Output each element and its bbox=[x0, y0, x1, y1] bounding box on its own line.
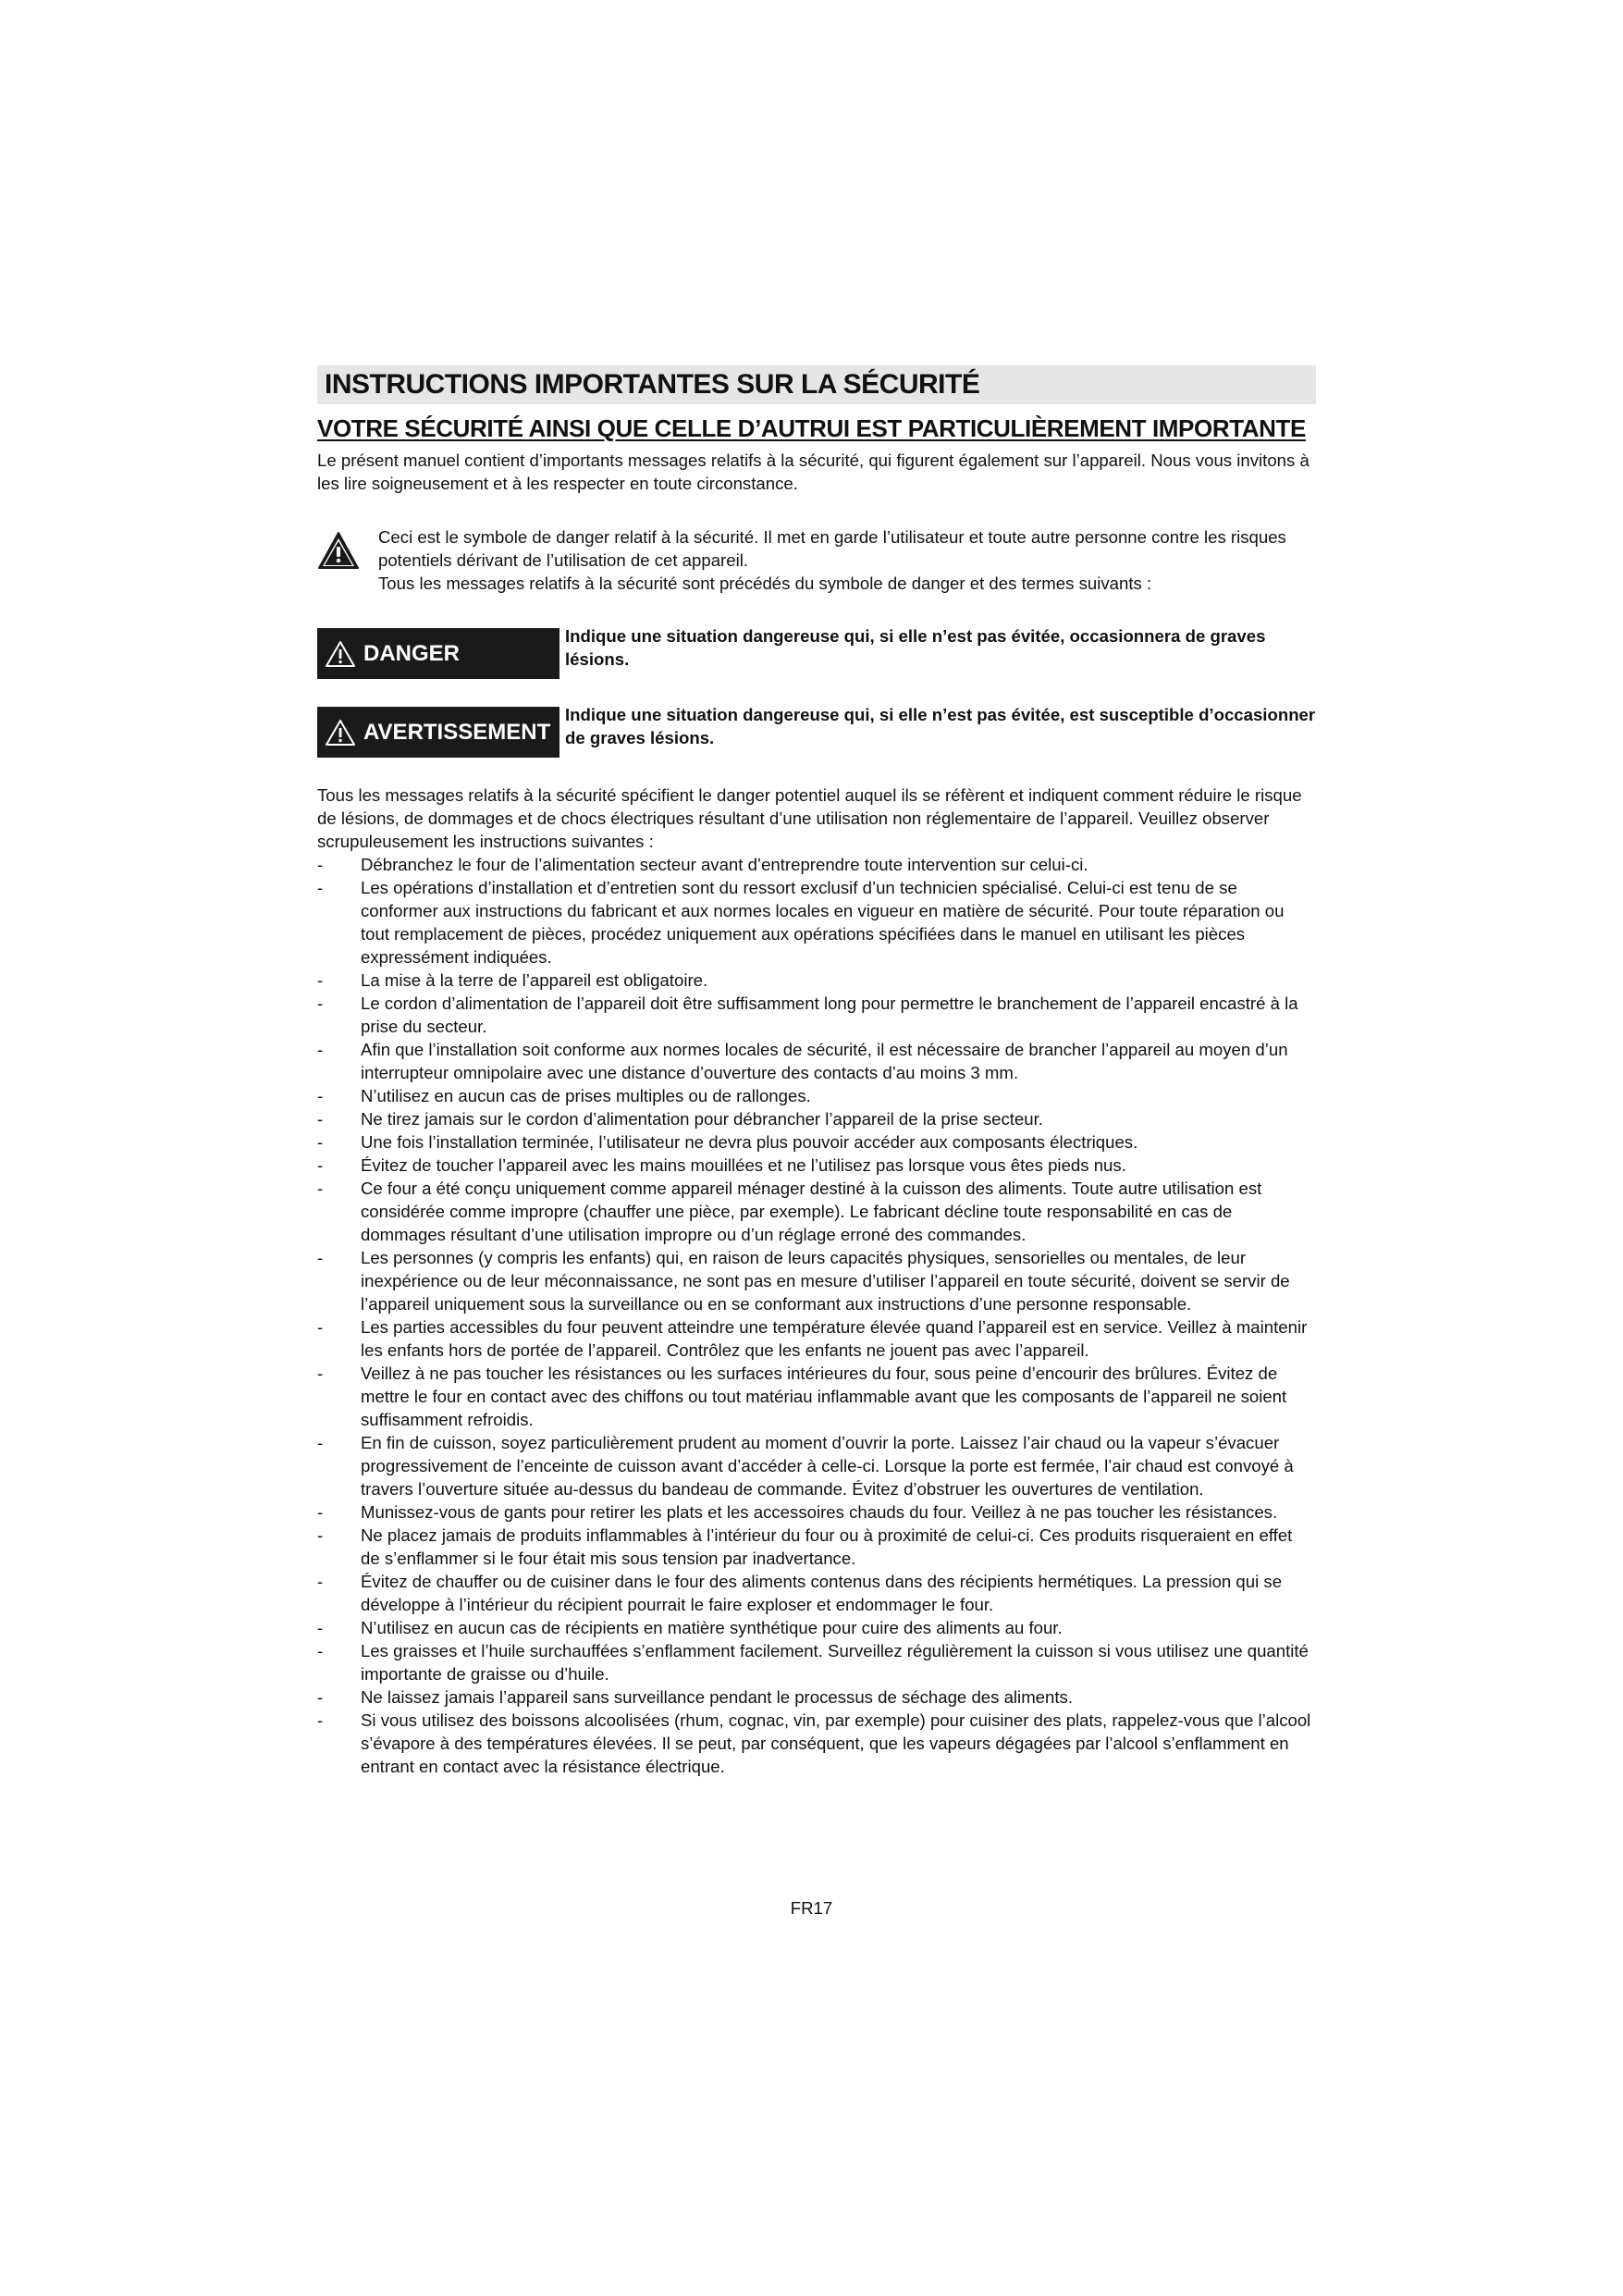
list-item: - Une fois l’installation terminée, l’utilisateur ne devra plus pouvoir accéder aux composants électriques. bbox=[317, 1132, 1138, 1152]
list-item: - Débranchez le four de l’alimentation secteur avant d’entreprendre toute intervention sur celui-ci. bbox=[317, 855, 1088, 874]
warning-badge bbox=[317, 707, 559, 758]
list-item: - Les personnes (y compris les enfants) qui, en raison de leurs capacités physiques, sensorielles ou mentales, de leur inexpérience ou de leur méconnaissance, ne sont pas en mesure d’utiliser l’appareil en toute sécurité, doivent se servir de l’appareil uniquement sous la surveillance ou en se conformant aux instructions d’une personne responsable. bbox=[317, 1248, 1290, 1314]
warning-outline-icon bbox=[325, 640, 356, 668]
list-item: - Le cordon d’alimentation de l’appareil doit être suffisamment long pour permettre le branchement de l’appareil encastré à la prise du secteur. bbox=[317, 994, 1298, 1036]
signal-danger bbox=[317, 628, 1316, 679]
list-item: - Évitez de chauffer ou de cuisiner dans le four des aliments contenus dans des récipients hermétiques. La pression qui se développe à l’intérieur du récipient pourrait le faire exploser et endommager le four. bbox=[317, 1572, 1283, 1614]
list-item: - Les opérations d’installation et d’entretien sont du ressort exclusif d’un technicien spécialisé. Celui-ci est tenu de se conformer aux instructions du fabricant et aux normes locales en vigueur en matière de sécurité. Pour toute réparation ou tout remplacement de pièces, procédez uniquement aux opérations spécifiées dans le manuel en utilisant les pièces expressément indiquées. bbox=[317, 878, 1285, 967]
list-item: - Évitez de toucher l’appareil avec les mains mouillées et ne l’utilisez pas lorsque vous êtes pieds nus. bbox=[317, 1155, 1126, 1175]
signal-warning bbox=[317, 707, 1316, 758]
list-item: - Veillez à ne pas toucher les résistances ou les surfaces intérieures du four, sous peine d’encourir des brûlures. Évitez de mettre le four en contact avec des chiffons ou tout matériau inflammable avant que les composants de l’appareil ne soient suffisamment refroidis. bbox=[317, 1364, 1287, 1429]
list-item: - Si vous utilisez des boissons alcoolisées (rhum, cognac, vin, par exemple) pour cuisiner des plats, rappelez-vous que l’alcool s’évapore à des températures élevées. Il se peut, par conséquent, que les vapeurs dégagées par l’alcool s’enflamment en entrant en contact avec la résistance électrique. bbox=[317, 1710, 1311, 1776]
warning-description: Indique une situation dangereuse qui, si elle n’est pas évitée, est susceptible d’occasionner de graves lésions. bbox=[565, 705, 1316, 747]
page-number: FR17 bbox=[790, 1898, 833, 1918]
instructions-intro: Tous les messages relatifs à la sécurité spécifient le danger potentiel auquel ils se réfèrent et indiquent comment réduire le risque de lésions, de dommages et de chocs électriques résultant d’une utilisation non réglementaire de l’appareil. Veuillez observer scrupuleusement les instructions suivantes : bbox=[317, 785, 1302, 851]
list-item: - Ne tirez jamais sur le cordon d’alimentation pour débrancher l’appareil de la prise secteur. bbox=[317, 1109, 1043, 1129]
list-item: - Les parties accessibles du four peuvent atteindre une température élevée quand l’appareil est en service. Veillez à maintenir les enfants hors de portée de l’appareil. Contrôlez que les enfants ne jouent pas avec l’appareil. bbox=[317, 1317, 1308, 1360]
intro-paragraph: Le présent manuel contient d’importants messages relatifs à la sécurité, qui figurent également sur l’appareil. Nous vous invitons à les lire soigneusement et à les respecter en toute circonstance. bbox=[317, 451, 1309, 493]
list-item: - La mise à la terre de l’appareil est obligatoire. bbox=[317, 970, 708, 990]
warning-triangle-icon bbox=[317, 525, 378, 595]
list-item: - Munissez-vous de gants pour retirer les plats et les accessoires chauds du four. Veillez à ne pas toucher les résistances. bbox=[317, 1502, 1278, 1522]
safety-page bbox=[317, 365, 1316, 1778]
list-item: - Ne laissez jamais l’appareil sans surveillance pendant le processus de séchage des aliments. bbox=[317, 1687, 1073, 1707]
danger-description: Indique une situation dangereuse qui, si elle n’est pas évitée, occasionnera de graves lésions. bbox=[565, 626, 1266, 669]
warning-outline-icon bbox=[325, 719, 356, 747]
list-item: - Ne placez jamais de produits inflammables à l’intérieur du four ou à proximité de celui-ci. Ces produits risqueraient en effet de s’enflammer si le four était mis sous tension par inadvertance. bbox=[317, 1525, 1293, 1568]
page-title: INSTRUCTIONS IMPORTANTES SUR LA SÉCURITÉ bbox=[317, 365, 1316, 404]
list-item: - N’utilisez en aucun cas de récipients en matière synthétique pour cuire des aliments au four. bbox=[317, 1618, 1063, 1637]
list-item: - Ce four a été conçu uniquement comme appareil ménager destiné à la cuisson des aliments. Toute autre utilisation est considérée comme impropre (chauffer une pièce, par exemple). Le fabricant décline toute responsabilité en cas de dommages résultant d’une utilisation impropre ou d’un réglage erroné des commandes. bbox=[317, 1179, 1262, 1244]
symbol-terms-intro: Tous les messages relatifs à la sécurité sont précédés du symbole de danger et des termes suivants : bbox=[378, 574, 1152, 593]
symbol-description: Ceci est le symbole de danger relatif à la sécurité. Il met en garde l’utilisateur et toute autre personne contre les risques potentiels dérivant de l’utilisation de cet appareil. bbox=[378, 527, 1286, 570]
list-item: - N’utilisez en aucun cas de prises multiples ou de rallonges. bbox=[317, 1086, 811, 1105]
list-item: - En fin de cuisson, soyez particulièrement prudent au moment d’ouvrir la porte. Laissez l’air chaud ou la vapeur s’évacuer progressivement de l’enceinte de cuisson avant d’accéder à celle-ci. Lorsque la porte est fermée, l’air chaud est convoyé à travers l’ouverture située au-dessus du bandeau de commande. Évitez d’obstruer les ouvertures de ventilation. bbox=[317, 1433, 1294, 1499]
section-subtitle: VOTRE SÉCURITÉ AINSI QUE CELLE D’AUTRUI EST PARTICULIÈREMENT IMPORTANTE bbox=[317, 414, 1306, 442]
warning-label: AVERTISSEMENT bbox=[363, 719, 551, 745]
danger-badge bbox=[317, 628, 559, 679]
danger-symbol-explanation bbox=[317, 525, 1316, 595]
list-item: - Afin que l’installation soit conforme aux normes locales de sécurité, il est nécessaire de brancher l’appareil au moyen d’un interrupteur omnipolaire avec une distance d’ouverture des contacts d’au moins 3 mm. bbox=[317, 1040, 1288, 1082]
list-item: - Les graisses et l’huile surchauffées s’enflamment facilement. Surveillez régulièrement la cuisson si vous utilisez une quantité importante de graisse ou d’huile. bbox=[317, 1641, 1309, 1684]
danger-label: DANGER bbox=[363, 640, 461, 666]
safety-rules-list bbox=[317, 853, 1316, 1778]
